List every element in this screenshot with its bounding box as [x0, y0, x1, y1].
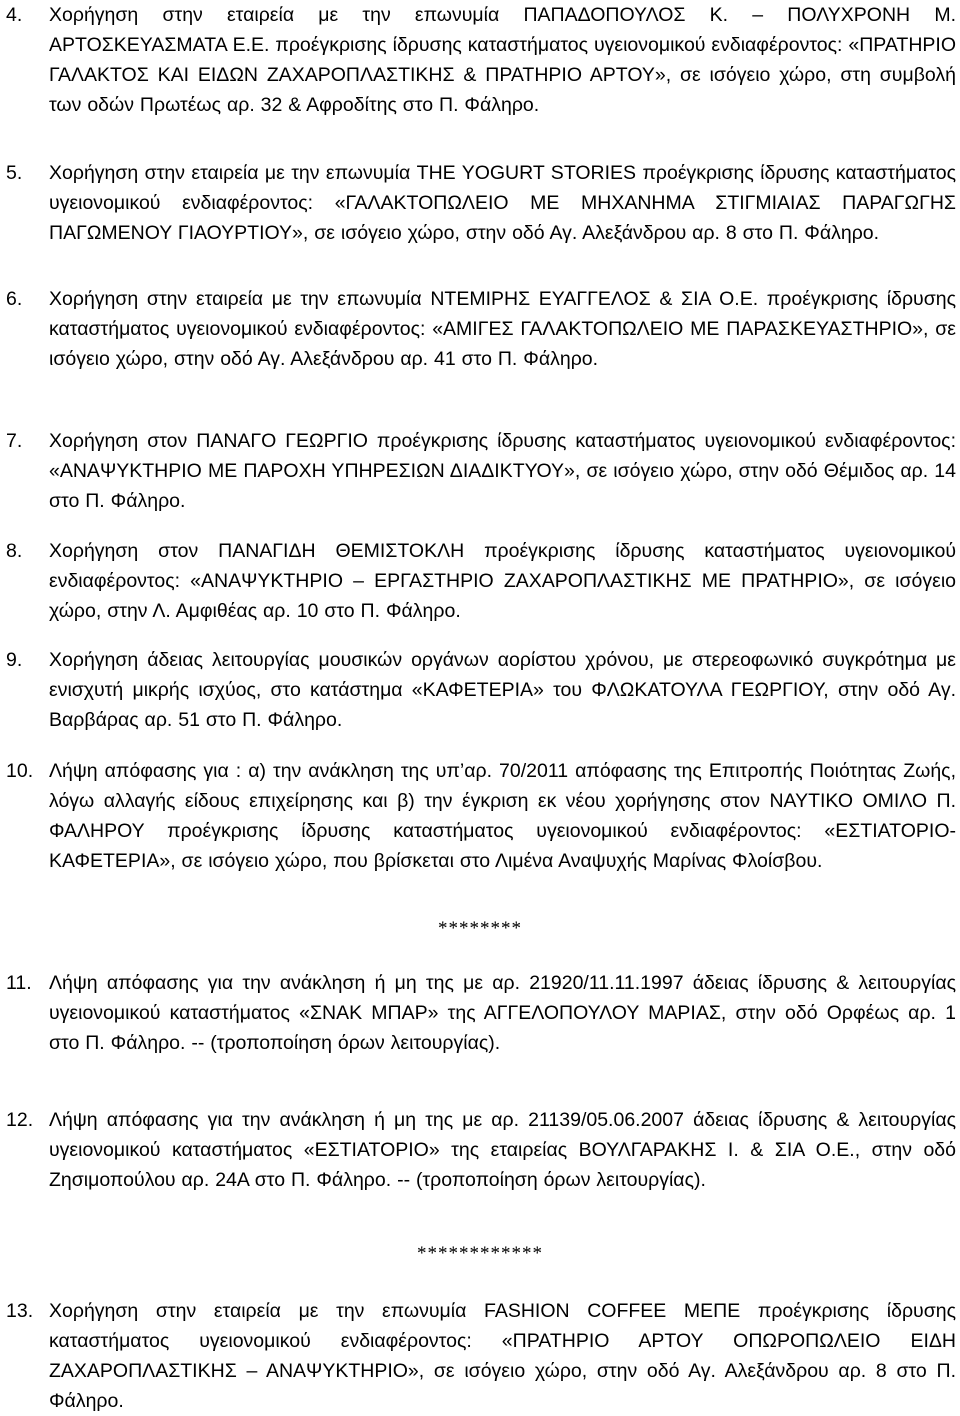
- item-text: Χορήγηση στον ΠΑΝΑΓΟ ΓΕΩΡΓΙΟ προέγκρισης ίδρυσης καταστήματος υγειονομικού ενδιαφέροντος: «ΑΝΑΨΥΚΤΗΡΙΟ ΜΕ ΠΑΡΟΧΗ ΥΠΗΡΕΣΙΩΝ ΔΙΑΔΙΚΤΥΟΥ», σε ισόγειο χώρο, στην οδό Θέμιδος αρ. 14 στο Π. Φάληρο.: [49, 430, 956, 512]
- agenda-item-4: [0, 0, 956, 120]
- item-text: Χορήγηση στην εταιρεία με την επωνυμία THE YOGURT STORIES προέγκρισης ίδρυσης καταστήματος υγειονομικού ενδιαφέροντος: «ΓΑΛΑΚΤΟΠΩΛΕΙΟ ΜΕ ΜΗΧΑΝΗΜΑ ΣΤΙΓΜΙΑΙΑΣ ΠΑΡΑΓΩΓΗΣ ΠΑΓΩΜΕΝΟΥ ΓΙΑΟΥΡΤΙΟΥ», σε ισόγειο χώρο, στην οδό Αγ. Αλεξάνδρου αρ. 8 στο Π. Φάληρο.: [49, 162, 956, 244]
- item-text: Χορήγηση στην εταιρεία με την επωνυμία FASHION COFFEE ΜΕΠΕ προέγκρισης ίδρυσης καταστήματος υγειονομικού ενδιαφέροντος: «ΠΡΑΤΗΡΙΟ ΑΡΤΟΥ ΟΠΩΡΟΠΩΛΕΙΟ ΕΙΔΗ ΖΑΧΑΡΟΠΛΑΣΤΙΚΗΣ – ΑΝΑΨΥΚΤΗΡΙΟ», σε ισόγειο χώρο, στην οδό Αγ. Αλεξάνδρου αρ. 8 στο Π. Φάληρο.: [49, 1300, 956, 1412]
- item-number: 12.: [6, 1109, 34, 1131]
- item-number: 6.: [6, 288, 23, 310]
- item-number: 5.: [6, 162, 23, 184]
- item-text: Χορήγηση στον ΠΑΝΑΓΙΔΗ ΘΕΜΙΣΤΟΚΛΗ προέγκρισης ίδρυσης καταστήματος υγειονομικού ενδιαφέροντος: «ΑΝΑΨΥΚΤΗΡΙΟ – ΕΡΓΑΣΤΗΡΙΟ ΖΑΧΑΡΟΠΛΑΣΤΙΚΗΣ ΜΕ ΠΡΑΤΗΡΙΟ», σε ισόγειο χώρο, στην Λ. Αμφιθέας αρ. 10 στο Π. Φάληρο.: [49, 540, 956, 622]
- agenda-item-9: [0, 645, 956, 735]
- item-text: Χορήγηση στην εταιρεία με την επωνυμία ΝΤΕΜΙΡΗΣ ΕΥΑΓΓΕΛΟΣ & ΣΙΑ Ο.Ε. προέγκρισης ίδρυσης καταστήματος υγειονομικού ενδιαφέροντος: «ΑΜΙΓΕΣ ΓΑΛΑΚΤΟΠΩΛΕΙΟ ΜΕ ΠΑΡΑΣΚΕΥΑΣΤΗΡΙΟ», σε ισόγειο χώρο, στην οδό Αγ. Αλεξάνδρου αρ. 41 στο Π. Φάληρο.: [49, 288, 956, 370]
- agenda-item-12: [0, 1105, 956, 1195]
- item-number: 11.: [6, 972, 32, 994]
- item-number: 13.: [6, 1300, 34, 1322]
- section-separator: ********: [438, 918, 522, 939]
- item-number: 8.: [6, 540, 23, 562]
- agenda-item-10: [0, 756, 956, 876]
- agenda-item-5: [0, 158, 956, 248]
- item-text: Λήψη απόφασης για την ανάκληση ή μη της με αρ. 21139/05.06.2007 άδειας ίδρυσης & λειτουργίας υγειονομικού καταστήματος «ΕΣΤΙΑΤΟΡΙΟ» της εταιρείας ΒΟΥΛΓΑΡΑΚΗΣ Ι. & ΣΙΑ Ο.Ε., στην οδό Ζησιμοπούλου αρ. 24Α στο Π. Φάληρο. -- (τροποποίηση όρων λειτουργίας).: [49, 1109, 956, 1191]
- item-text: Λήψη απόφασης για την ανάκληση ή μη της με αρ. 21920/11.11.1997 άδειας ίδρυσης & λειτουργίας υγειονομικού καταστήματος «ΣΝΑΚ ΜΠΑΡ» της ΑΓΓΕΛΟΠΟΥΛΟΥ ΜΑΡΙΑΣ, στην οδό Ορφέως αρ. 1 στο Π. Φάληρο. -- (τροποποίηση όρων λειτουργίας).: [49, 972, 956, 1054]
- item-number: 10.: [6, 760, 34, 782]
- item-text: Λήψη απόφασης για : α) την ανάκληση της υπ’αρ. 70/2011 απόφασης της Επιτροπής Ποιότητας Ζωής, λόγω αλλαγής είδους επιχείρησης και β) την έγκριση εκ νέου χορήγησης στον ΝΑΥΤΙΚΟ ΟΜΙΛΟ Π. ΦΑΛΗΡΟΥ προέγκρισης ίδρυσης καταστήματος υγειονομικού ενδιαφέροντος: «ΕΣΤΙΑΤΟΡΙΟ-ΚΑΦΕΤΕΡΙΑ», σε ισόγειο χώρο, που βρίσκεται στο Λιμένα Αναψυχής Μαρίνας Φλοίσβου.: [49, 760, 956, 872]
- item-number: 4.: [6, 4, 23, 26]
- item-text: Χορήγηση άδειας λειτουργίας μουσικών οργάνων αορίστου χρόνου, με στερεοφωνικό συγκρότημα με ενισχυτή μικρής ισχύος, στο κατάστημα «ΚΑΦΕΤΕΡΙΑ» του ΦΛΩΚΑΤΟΥΛΑ ΓΕΩΡΓΙΟΥ, στην οδό Αγ. Βαρβάρας αρ. 51 στο Π. Φάληρο.: [49, 649, 956, 731]
- agenda-item-11: [0, 968, 956, 1058]
- agenda-item-6: [0, 284, 956, 374]
- agenda-item-7: [0, 426, 956, 516]
- agenda-item-13: [0, 1296, 956, 1416]
- section-separator: ************: [417, 1243, 543, 1264]
- item-text: Χορήγηση στην εταιρεία με την επωνυμία ΠΑΠΑΔΟΠΟΥΛΟΣ Κ. – ΠΟΛΥΧΡΟΝΗ Μ. ΑΡΤΟΣΚΕΥΑΣΜΑΤΑ Ε.Ε. προέγκρισης ίδρυσης καταστήματος υγειονομικού ενδιαφέροντος: «ΠΡΑΤΗΡΙΟ ΓΑΛΑΚΤΟΣ ΚΑΙ ΕΙΔΩΝ ΖΑΧΑΡΟΠΛΑΣΤΙΚΗΣ & ΠΡΑΤΗΡΙΟ ΑΡΤΟΥ», σε ισόγειο χώρο, στη συμβολή των οδών Πρωτέως αρ. 32 & Αφροδίτης στο Π. Φάληρο.: [49, 4, 956, 116]
- item-number: 7.: [6, 430, 23, 452]
- item-number: 9.: [6, 649, 23, 671]
- agenda-item-8: [0, 536, 956, 626]
